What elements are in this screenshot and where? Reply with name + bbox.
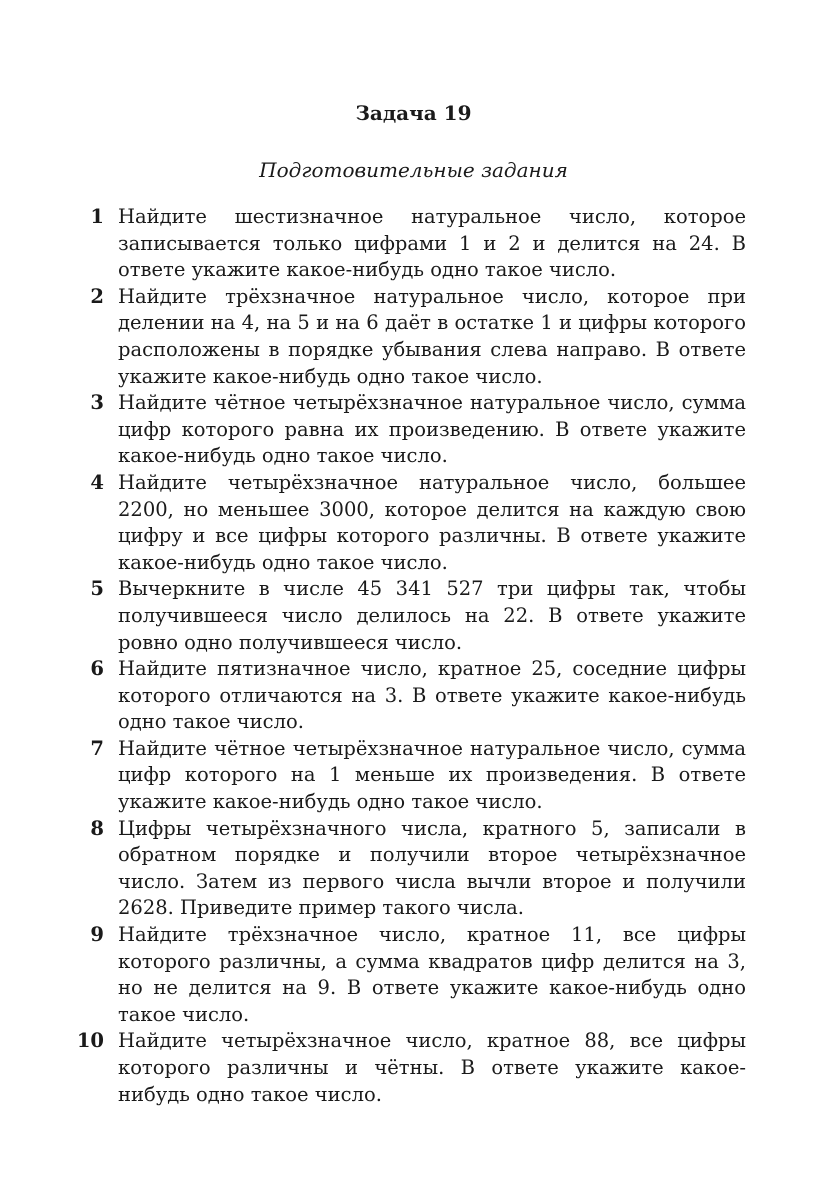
problem-text: Найдите трёхзначное число, кратное 11, все цифры которого различны, а сумма квадратов цифр делится на 3, но не делится на 9. В ответе укажите какое-нибудь одно такое число. xyxy=(118,923,746,1026)
problem-item xyxy=(70,922,750,1028)
problem-number: 9 xyxy=(90,923,104,947)
problem-item xyxy=(70,470,750,576)
problem-item xyxy=(70,656,750,736)
problem-item xyxy=(70,284,750,390)
problem-item xyxy=(70,576,750,656)
problem-text: Найдите чётное четырёхзначное натуральное число, сумма цифр которого на 1 меньше их произведения. В ответе укажите какое-нибудь одно такое число. xyxy=(118,736,746,814)
problem-item xyxy=(70,816,750,922)
problem-number: 8 xyxy=(90,816,104,840)
problem-number: 5 xyxy=(90,577,104,601)
problem-text: Найдите трёхзначное натуральное число, которое при делении на 4, на 5 и на 6 даёт в остатке 1 и цифры которого расположены в порядке убывания слева направо. В ответе укажите какое-нибудь одно такое число. xyxy=(118,284,746,388)
problem-text: Найдите четырёхзначное число, кратное 88, все цифры которого различны и чётны. В ответе укажите какое-нибудь одно такое число. xyxy=(118,1029,746,1106)
problem-item xyxy=(70,1028,750,1108)
problem-text: Найдите чётное четырёхзначное натуральное число, сумма цифр которого равна их произведению. В ответе укажите какое-нибудь одно такое число. xyxy=(118,391,746,468)
page-title: Задача 19 xyxy=(355,101,472,125)
problem-number: 7 xyxy=(90,736,104,760)
problem-number: 10 xyxy=(76,1029,104,1053)
problem-number: 4 xyxy=(90,470,104,494)
problem-text: Найдите четырёхзначное натуральное число, большее 2200, но меньшее 3000, которое делится на каждую свою цифру и все цифры которого различны. В ответе укажите какое-нибудь одно такое число. xyxy=(118,470,746,574)
problem-number: 2 xyxy=(90,284,104,308)
problem-list xyxy=(70,204,750,1108)
section-subtitle: Подготовительные задания xyxy=(259,158,568,182)
problem-number: 6 xyxy=(90,657,104,681)
problem-text: Вычеркните в числе 45 341 527 три цифры так, чтобы получившееся число делилось на 22. В ответе укажите ровно одно получившееся число. xyxy=(118,577,746,654)
problem-item xyxy=(70,390,750,470)
problem-text: Цифры четырёхзначного числа, кратного 5, записали в обратном порядке и получили второе четырёхзначное число. Затем из первого числа вычли второе и получили 2628. Приведите пример такого числа. xyxy=(118,816,746,920)
problem-item xyxy=(70,204,750,284)
problem-number: 1 xyxy=(90,205,104,228)
problem-number: 3 xyxy=(90,391,104,415)
problem-text: Найдите шестизначное натуральное число, которое записывается только цифрами 1 и 2 и делится на 24. В ответе укажите какое-нибудь одно такое число. xyxy=(118,205,746,282)
problem-item xyxy=(70,736,750,816)
problem-text: Найдите пятизначное число, кратное 25, соседние цифры которого отличаются на 3. В ответе укажите какое-нибудь одно такое число. xyxy=(118,657,746,734)
